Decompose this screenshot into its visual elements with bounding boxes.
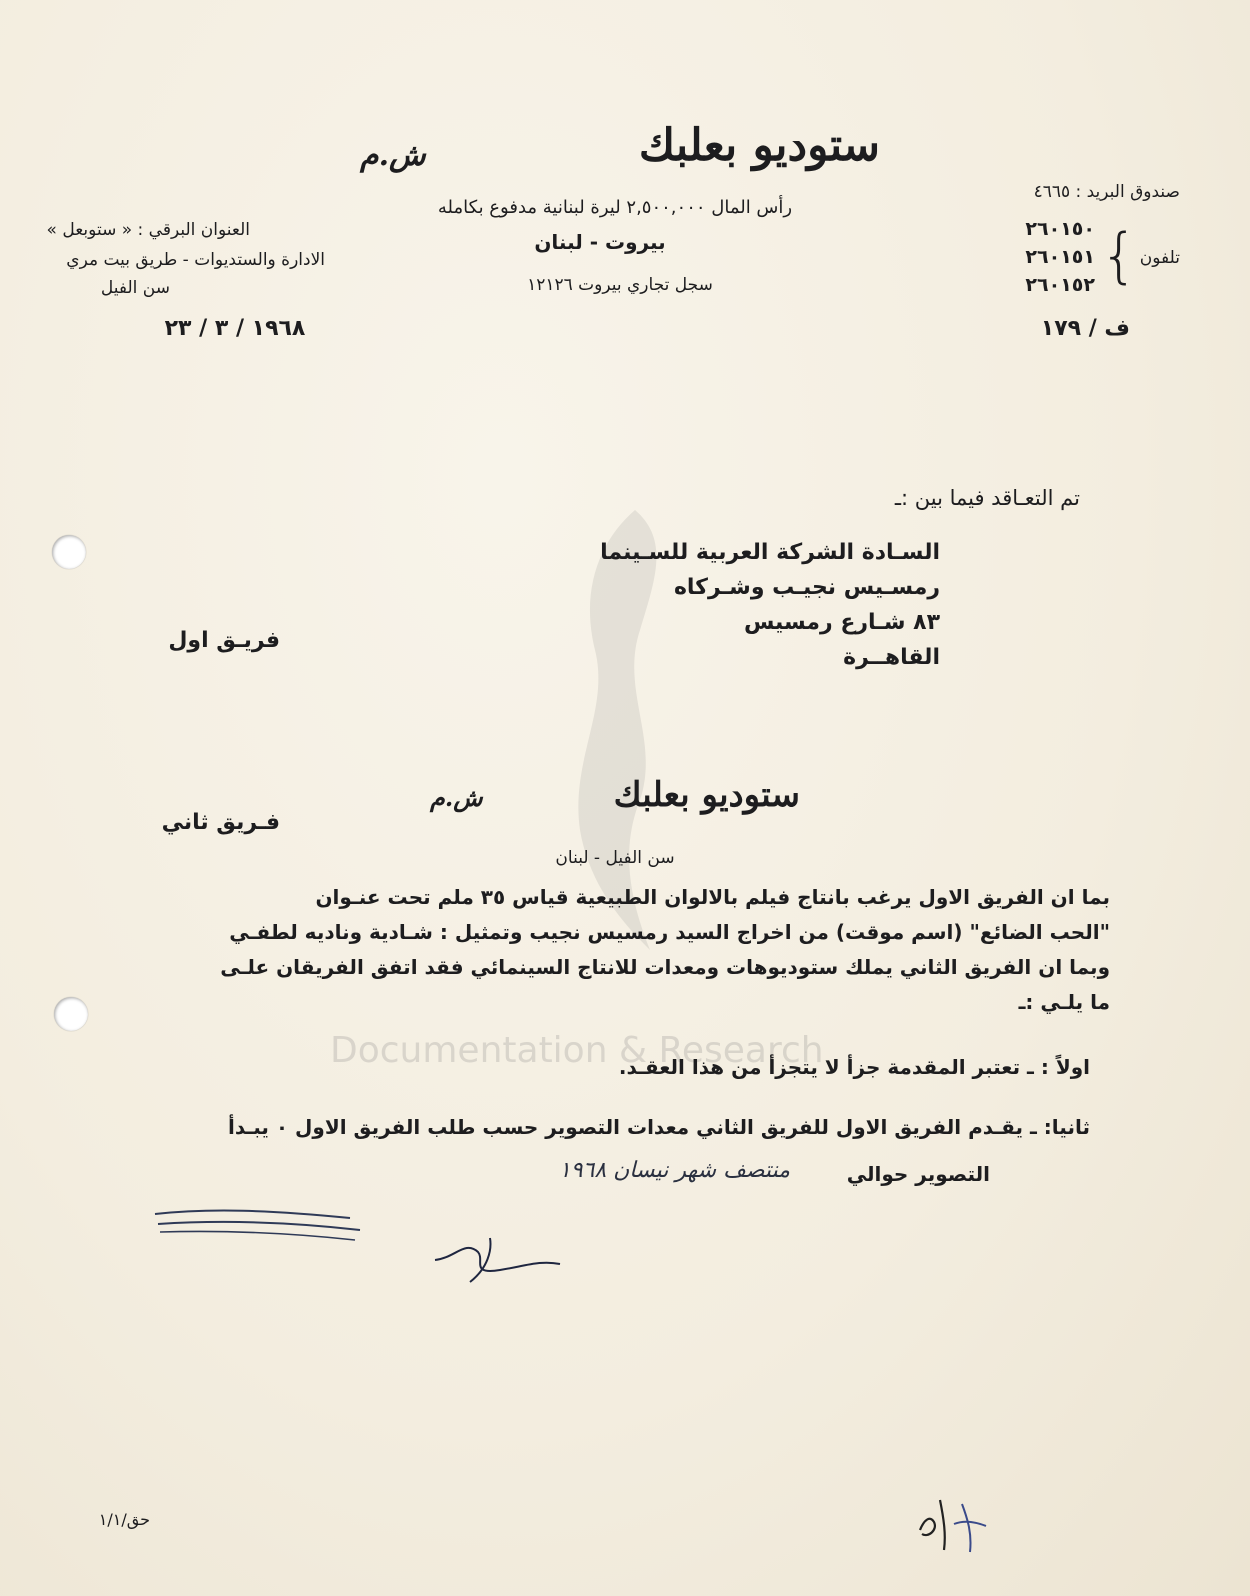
po-box: صندوق البريد : ٤٦٦٥ (1033, 182, 1180, 202)
clause-2-line-1: ثانيا: ـ يقـدم الفريق الاول للفريق الثاني معدات التصوير حسب طلب الفريق الاول ٠ يبـدأ (227, 1115, 1090, 1139)
punch-hole-bottom (54, 997, 88, 1031)
party1-street: ٨٣ شـارع رمسيس (743, 610, 940, 635)
clause-2-line-2: التصوير حوالي (846, 1162, 990, 1186)
capital-line: رأس المال ٢,٥٠٠,٠٠٠ ليرة لبنانية مدفوع بكامله (437, 197, 793, 218)
handwritten-initials-icon (430, 1230, 570, 1290)
city-line: بيروت - لبنان (534, 230, 666, 254)
reference-number: ف / ١٧٩ (1040, 316, 1130, 341)
phone-number-1: ٢٦٠١٥٠ (1025, 218, 1095, 240)
party2-suffix: ش.م (430, 783, 483, 812)
handwritten-strike-lines (150, 1200, 370, 1250)
letterhead-logo (360, 120, 880, 190)
handwritten-signature-icon (910, 1490, 1000, 1560)
watermark-text: Documentation & Research (330, 1030, 824, 1071)
phone-brace: { (1100, 221, 1139, 291)
party1-city: القاهــرة (843, 645, 940, 670)
party1-name: السـادة الشركة العربية للسـينما (600, 540, 940, 565)
party1-company: رمسـيس نجيـب وشـركاه (673, 575, 940, 600)
contract-intro: تم التعـاقد فيما بين :ـ (894, 486, 1080, 510)
company-suffix: ش.م (360, 138, 426, 173)
party2-name: ستوديو بعلبك (613, 775, 800, 815)
address-line-2: سن الفيل (100, 278, 170, 298)
telegraphic-address: العنوان البرقي : « ستوبعل » (46, 220, 250, 240)
party2-location: سن الفيل - لبنان (555, 848, 675, 868)
clause-1: اولاً : ـ تعتبر المقدمة جزأ لا يتجزأ من هذا العقـد. (618, 1055, 1090, 1079)
phone-number-2: ٢٦٠١٥١ (1025, 246, 1095, 268)
preamble-line-3: وبما ان الفريق الثاني يملك ستوديوهات ومعدات للانتاج السينمائي فقد اتفق الفريقان علـى (220, 955, 1110, 979)
document-date: ١٩٦٨ / ٣ / ٢٣ (164, 316, 306, 341)
preamble-line-1: بما ان الفريق الاول يرغب بانتاج فيلم بالالوان الطبيعية قياس ٣٥ ملم تحت عنـوان (315, 885, 1110, 909)
party2-logo (430, 775, 800, 825)
company-name: ستوديو بعلبك (638, 120, 880, 171)
phone-label: تلفون (1139, 248, 1180, 268)
party1-label: فريـق اول (168, 628, 280, 653)
party2-label: فـريق ثاني (161, 810, 280, 835)
phone-number-3: ٢٦٠١٥٢ (1025, 274, 1095, 296)
punch-hole-top (52, 535, 86, 569)
address-line-1: الادارة والستديوات - طريق بيت مري (66, 250, 325, 270)
clause-2-handwritten-date: منتصف شهر نيسان ١٩٦٨ (558, 1158, 790, 1183)
commercial-register: سجل تجاري بيروت ١٢١٢٦ (527, 275, 713, 295)
page-reference: حق/١/١ (98, 1510, 150, 1529)
preamble-line-4: ما يلـي :ـ (1018, 990, 1110, 1014)
preamble-line-2: "الحب الضائع" (اسم موقت) من اخراج السيد رمسيس نجيب وتمثيل : شـادية وناديه لطفـي (229, 920, 1110, 944)
